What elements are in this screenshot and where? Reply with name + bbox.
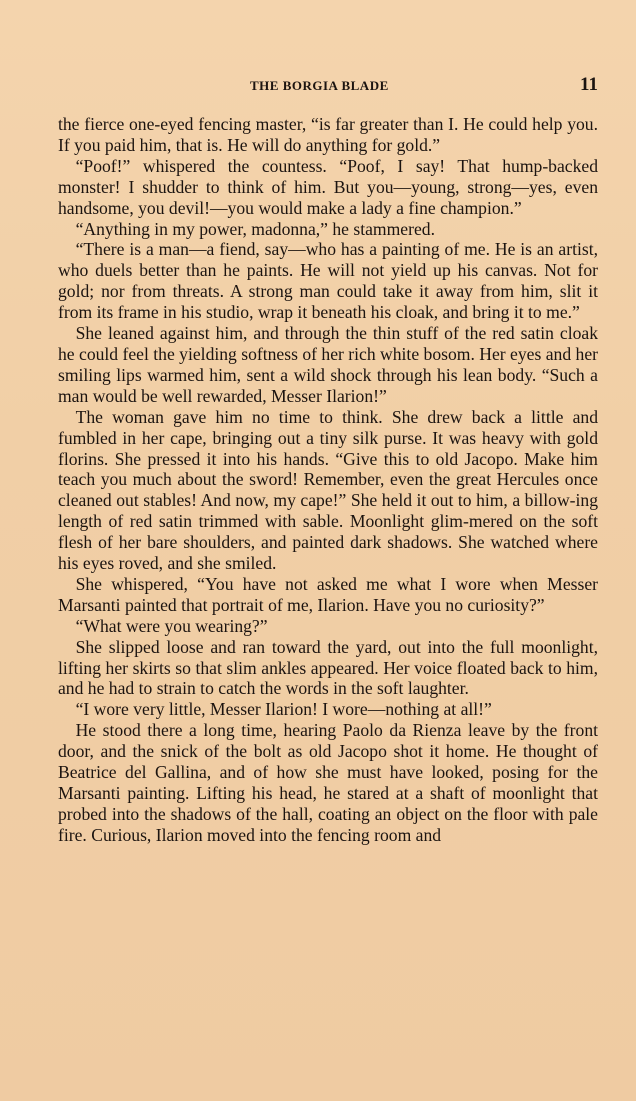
paragraph: The woman gave him no time to think. She drew back a little and fumbled in her cape, bringing out a tiny silk purse. It was heavy with gold florins. She pressed it into his hands. “Give this to old Jacopo. Make him teach you much about the sword! Remember, even the great Hercules once cleaned out stables! And now, my cape!” She held it out to him, a billow-ing length of red satin trimmed with sable. Moonlight glim-mered on the soft flesh of her bare shoulders, and painted dark shadows. She watched where his eyes roved, and she smiled. — [58, 406, 598, 574]
paragraph: “I wore very little, Messer Ilarion! I wore—nothing at all!” — [75, 699, 492, 720]
paragraph: She slipped loose and ran toward the yard, out into the full moonlight, lifting her skirts so that slim ankles appeared. Her voice floated back to him, and he had to strain to catch the words in the soft laughter. — [58, 636, 598, 699]
paragraph: “There is a man—a fiend, say—who has a painting of me. He is an artist, who duels better than he paints. He will not yield up his canvas. Not for gold; nor from threats. A strong man could take it away from him, slit it from its frame in his studio, wrap it beneath his cloak, and bring it to me.” — [58, 239, 598, 323]
paragraph: “Poof!” whispered the countess. “Poof, I say! That hump-backed monster! I shudder to think of him. But you—young, strong—yes, even handsome, you devil!—you would make a lady a fine champion.” — [58, 155, 598, 218]
paragraph: “Anything in my power, madonna,” he stammered. — [75, 218, 435, 239]
paragraph: She leaned against him, and through the thin stuff of the red satin cloak he could feel the yielding softness of her rich white bosom. Her eyes and her smiling lips warmed him, sent a wild shock through his lean body. “Such a man would be well rewarded, Messer Ilarion!” — [58, 323, 598, 406]
paragraph: He stood there a long time, hearing Paolo da Rienza leave by the front door, and the snick of the bolt as old Jacopo shot it home. He thought of Beatrice del Gallina, and of how she must have looked, posing for the Marsanti painting. Lifting his head, he stared at a shaft of moonlight that probed into the shadows of the hall, coating an object on the floor with pale fire. Curious, Ilarion moved into the fencing room and — [58, 720, 598, 845]
body-text — [58, 114, 598, 846]
page-header — [58, 74, 598, 114]
page-number: 11 — [580, 74, 598, 95]
paragraph: the fierce one-eyed fencing master, “is far greater than I. He could help you. If you paid him, that is. He will do anything for gold.” — [58, 114, 598, 155]
paragraph: “What were you wearing?” — [75, 615, 268, 636]
running-title: THE BORGIA BLADE — [250, 78, 389, 93]
paragraph: She whispered, “You have not asked me what I wore when Messer Marsanti painted that portrait of me, Ilarion. Have you no curiosity?” — [58, 573, 598, 615]
